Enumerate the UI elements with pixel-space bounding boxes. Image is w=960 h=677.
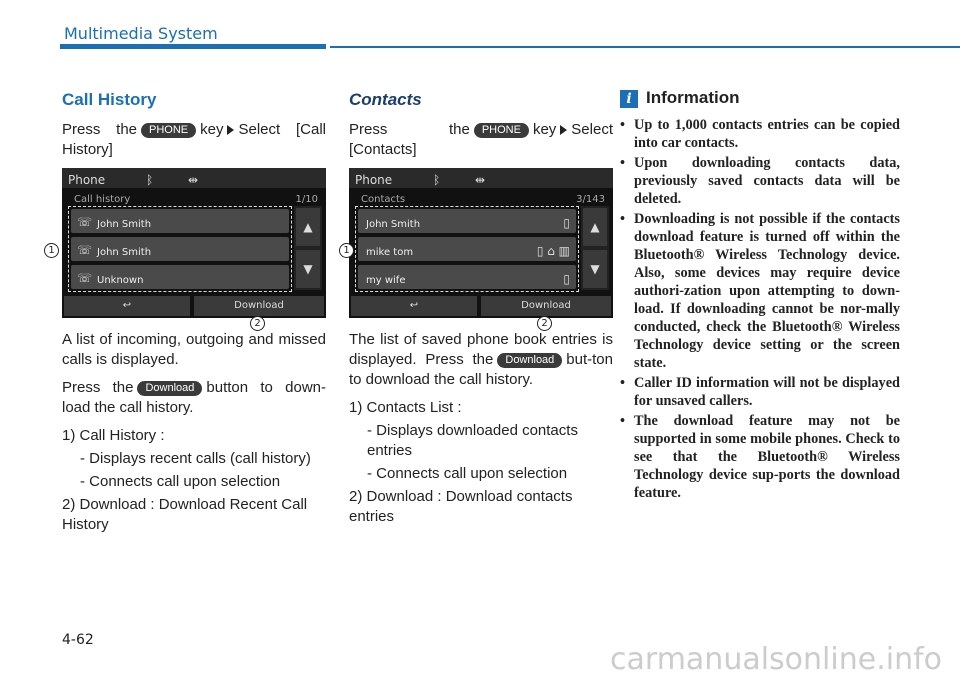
call-list [68, 206, 292, 292]
information-column [620, 90, 900, 504]
information-heading: i Information [620, 88, 900, 108]
header-rule [330, 46, 960, 48]
list-item[interactable]: ☏ John Smith [71, 209, 289, 233]
download-key: Download [497, 353, 562, 368]
phone-call-icon: ☏ [77, 243, 93, 257]
page-number: 4-62 [62, 632, 94, 648]
list-item: • The download feature may not be supported in some mobile phones. Check to see that the Bluetooth® Wireless Technology device sup-ports the download feature. [620, 412, 900, 502]
list-item: • Caller ID information will not be displayed for unsaved callers. [620, 374, 900, 410]
back-button[interactable]: ↩ [351, 296, 477, 316]
call-history-heading: Call History [62, 90, 157, 109]
callout-2: 2 [250, 316, 265, 331]
mobile-icon: ▯ [563, 272, 570, 286]
list-item[interactable]: mike tom ▯ ⌂ ▥ [358, 237, 576, 261]
bluetooth-icon: ᛒ [433, 173, 441, 187]
section-title: Multimedia System [64, 24, 218, 43]
download-instruction: Press the Download button to down-load the call history. [62, 379, 326, 416]
phone-call-icon: ☏ [77, 271, 93, 285]
callout-1: 1 [339, 243, 354, 258]
usb-icon: ⇹ [188, 173, 199, 187]
call-history-column [48, 90, 326, 538]
watermark: carmanualsonline.info [610, 642, 942, 677]
scrollbar [581, 206, 609, 290]
callout-2: 2 [537, 316, 552, 331]
call-history-description: A list of incoming, outgoing and missed calls is displayed. [62, 331, 326, 368]
information-list [620, 116, 900, 502]
list-item: • Up to 1,000 contacts entries can be copied into car contacts. [620, 116, 900, 152]
header-bar [60, 44, 326, 49]
scrollbar [294, 206, 322, 290]
list-item: • Upon downloading contacts data, previously saved contacts data will be deleted. [620, 154, 900, 208]
list-item[interactable]: ☏ John Smith [71, 237, 289, 261]
usb-icon: ⇹ [475, 173, 486, 187]
list-item: • Downloading is not possible if the contacts download feature is turned off within the Bluetooth® Wireless Technology device. Also, some devices may require device authori-zation upon attempting to down-load. If downloading cannot be nor-mally conducted, check the Bluetooth® Wireless Technology device setting or the screen state. [620, 210, 900, 372]
bluetooth-icon: ᛒ [146, 173, 154, 187]
call-history-screenshot: Phone ᛒ ⇹ Call history 1/10 ☏ John Smith ☏ John Smith ☏ Unknown ▲ ▼ ↩ Download 1 2 [62, 168, 326, 318]
callout-1: 1 [44, 243, 59, 258]
contacts-instruction: Press the PHONE key Select [Contacts] [349, 121, 613, 158]
scroll-up-icon[interactable]: ▲ [583, 208, 607, 246]
arrow-right-icon [227, 125, 234, 135]
contacts-legend: 1) Contacts List : - Displays downloaded contacts entries - Connects call upon selection 2) Download : Download contacts entries [349, 399, 578, 525]
list-item[interactable]: my wife ▯ [358, 265, 576, 289]
contact-list [355, 206, 579, 292]
mobile-icon: ▯ [563, 216, 570, 230]
contacts-description: The list of saved phone book entries is displayed. Press the Download but-ton to download the call history. [349, 331, 613, 388]
scroll-down-icon[interactable]: ▼ [296, 250, 320, 288]
list-item[interactable]: John Smith ▯ [358, 209, 576, 233]
phone-call-icon: ☏ [77, 215, 93, 229]
scroll-up-icon[interactable]: ▲ [296, 208, 320, 246]
phone-key: PHONE [141, 123, 196, 138]
info-icon: i [620, 90, 638, 108]
scroll-down-icon[interactable]: ▼ [583, 250, 607, 288]
contacts-heading: Contacts [349, 90, 422, 109]
call-history-legend: 1) Call History : - Displays recent calls (call history) - Connects call upon selection 2) Download : Download Recent Call History [62, 427, 311, 533]
phone-key: PHONE [474, 123, 529, 138]
download-button[interactable]: Download [194, 296, 324, 316]
download-button[interactable]: Download [481, 296, 611, 316]
contacts-column [343, 90, 613, 530]
back-button[interactable]: ↩ [64, 296, 190, 316]
contacts-screenshot: Phone ᛒ ⇹ Contacts 3/143 John Smith ▯ mike tom ▯ ⌂ ▥ my wife ▯ ▲ ▼ ↩ Download 1 2 [349, 168, 613, 318]
contact-type-icons: ▯ ⌂ ▥ [536, 244, 570, 258]
arrow-right-icon [560, 125, 567, 135]
call-history-instruction: Press the PHONE key Select [Call History] [62, 121, 326, 158]
download-key: Download [137, 381, 202, 396]
list-item[interactable]: ☏ Unknown [71, 265, 289, 289]
